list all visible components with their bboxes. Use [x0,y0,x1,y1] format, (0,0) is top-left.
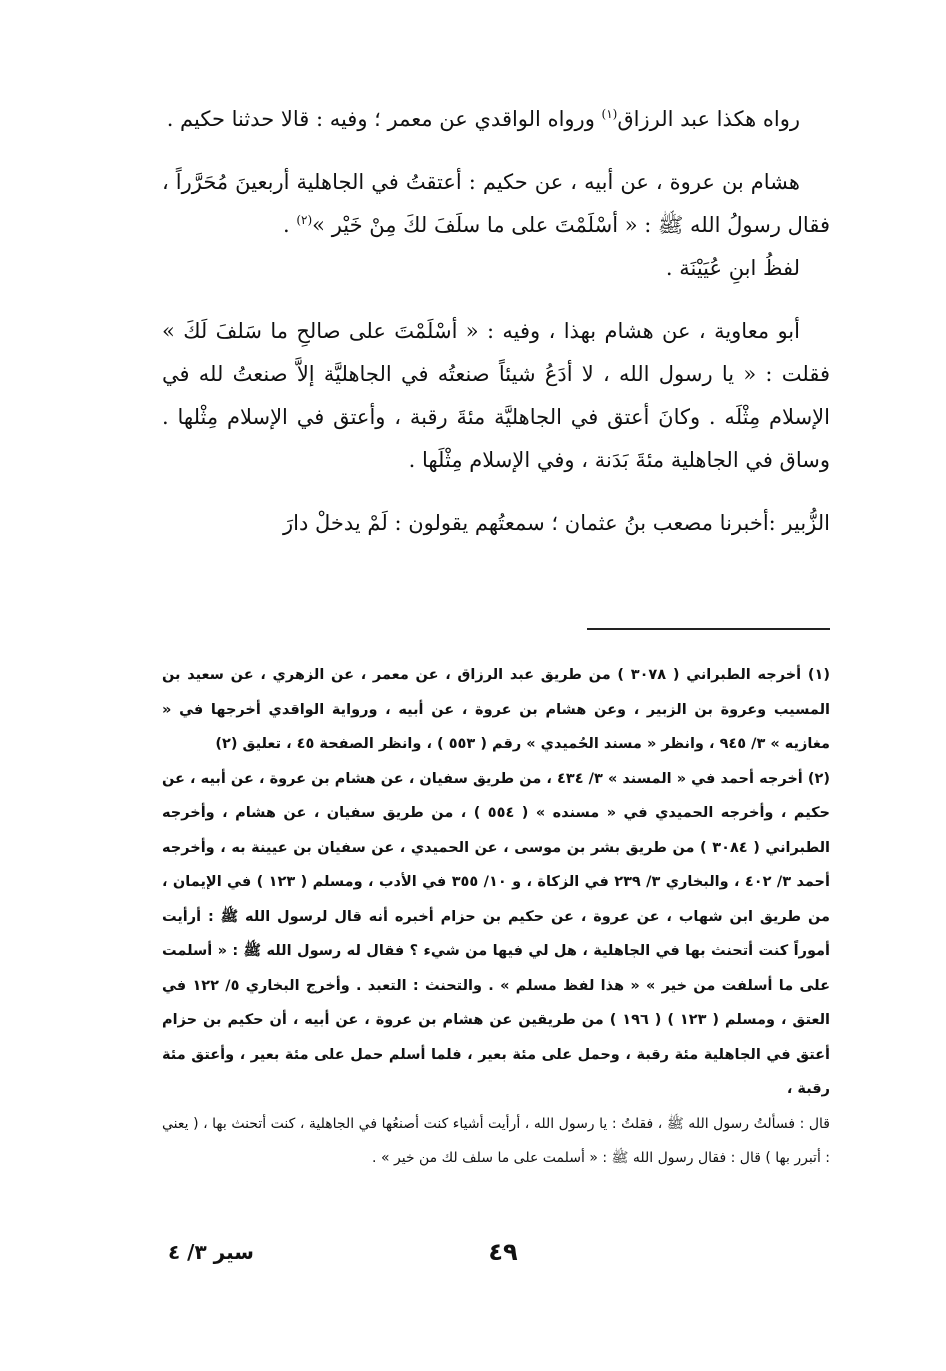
main-text [162,98,830,565]
footnote-ref-1: (١) [601,107,618,121]
paragraph-2-end: . [282,213,297,237]
footnote-2: (٢) أخرجه أحمد في « المسند » ٣/ ٤٣٤ ، من طريق سفيان ، عن هشام بن عروة ، عن أبيه ، عن حكيم ، وأخرجه الحميدي في « مسنده » ( ٥٥٤ ) ، من طريق سفيان ، عن هشام ، وأخرجه الطبراني ( ٣٠٨٤ ) من طريق بشر بن موسى ، عن الحميدي ، عن سفيان بن عيينة به ، وأخرجه أحمد ٣/ ٤٠٢ ، والبخاري ٣/ ٢٣٩ في الزكاة ، و ١٠/ ٣٥٥ في الأدب ، ومسلم ( ١٢٣ ) في الإيمان ، من طريق ابن شهاب ، عن عروة ، عن حكيم بن حزام أخبره أنه قال لرسول الله ﷺ : أرأيت أموراً كنت أتحنث بها في الجاهلية ، هل لي فيها من شيء ؟ فقال له رسول الله ﷺ : « أسلمت على ما أسلفت من خير » « هذا لفظ مسلم » . والتحنث : التعبد . وأخرج البخاري ٥/ ١٢٢ في العتق ، ومسلم ( ١٢٣ ) ( ١٩٦ ) من طريقين عن هشام بن عروة ، عن أبيه ، أن حكيم بن حزام أعتق في الجاهلية مئة رقبة ، وحمل على مئة بعير ، فلما أسلم حمل على مئة بعير ، وأعتق مئة رقبة ، [162,770,831,1097]
paragraph-1-rest: ورواه الواقدي عن معمر ؛ وفيه : قالا حدثنا حكيم . [166,107,602,131]
footnote-1: (١) أخرجه الطبراني ( ٣٠٧٨ ) من طريق عبد الرزاق ، عن معمر ، عن الزهري ، عن سعيد بن المسيب وعروة بن الزبير ، وعن هشام بن عروة ، عن أبيه ، ورواية الواقدي أخرجها في « مغازيه » ٣/ ٩٤٥ ، وانظر « مسند الحُميدي » رقم ( ٥٥٣ ) ، وانظر الصفحة ٤٥ ، تعليق (٢) [162,667,830,752]
paragraph-1-text: رواه هكذا عبد الرزاق [617,107,800,131]
paragraph-1 [162,98,830,141]
paragraph-3: لفظُ ابنِ عُيَيْنَة . [665,256,800,280]
signature-mark: سير ٣/ ٤ [168,1240,254,1264]
footnote-ref-2: (٢) [296,213,313,227]
paragraph-2 [162,161,830,247]
footnotes [162,658,830,1176]
paragraph-5: الزُّبير :أخبرنا مصعب بنُ عثمان ؛ سمعتُهم يقولون : لَمْ يدخلْ دارَ [283,511,830,535]
footnote-2-continued: قال : فسألتُ رسول الله ﷺ ، فقلتُ : يا رسول الله ، أرأيت أشياء كنت أصنعُها في الجاهلية ، كنت أتحنث بها ، ( يعني : أتبرر بها ) قال : فقال رسول الله ﷺ : « أسلمت على ما سلف لك من خير » . [162,1115,830,1166]
footnote-separator [587,628,830,630]
page-number: ٤٩ [488,1238,518,1266]
paragraph-2-text: هشام بن عروة ، عن أبيه ، عن حكيم : أعتقتُ في الجاهلية أربعينَ مُحَرَّراً ، فقال رسولُ الله ﷺ : « أسْلَمْتَ على ما سلَفَ لكَ مِنْ خَيْر » [162,170,830,237]
paragraph-4: أبو معاوية ، عن هشام بهذا ، وفيه : « أسْلَمْتَ على صالحِ ما سَلفَ لَكَ » فقلت : « يا رسول الله ، لا أدَعُ شيئاً صنعتُه في الجاهليَّة إلاَّ صنعتُ لله في الإسلام مِثْلَه . وكانَ أعتق في الجاهليَّة مئةَ رقبة ، وأعتق في الإسلام مِثْلها . وساق في الجاهلية مئةَ بَدَنة ، وفي الإسلام مِثْلَها . [162,319,830,472]
